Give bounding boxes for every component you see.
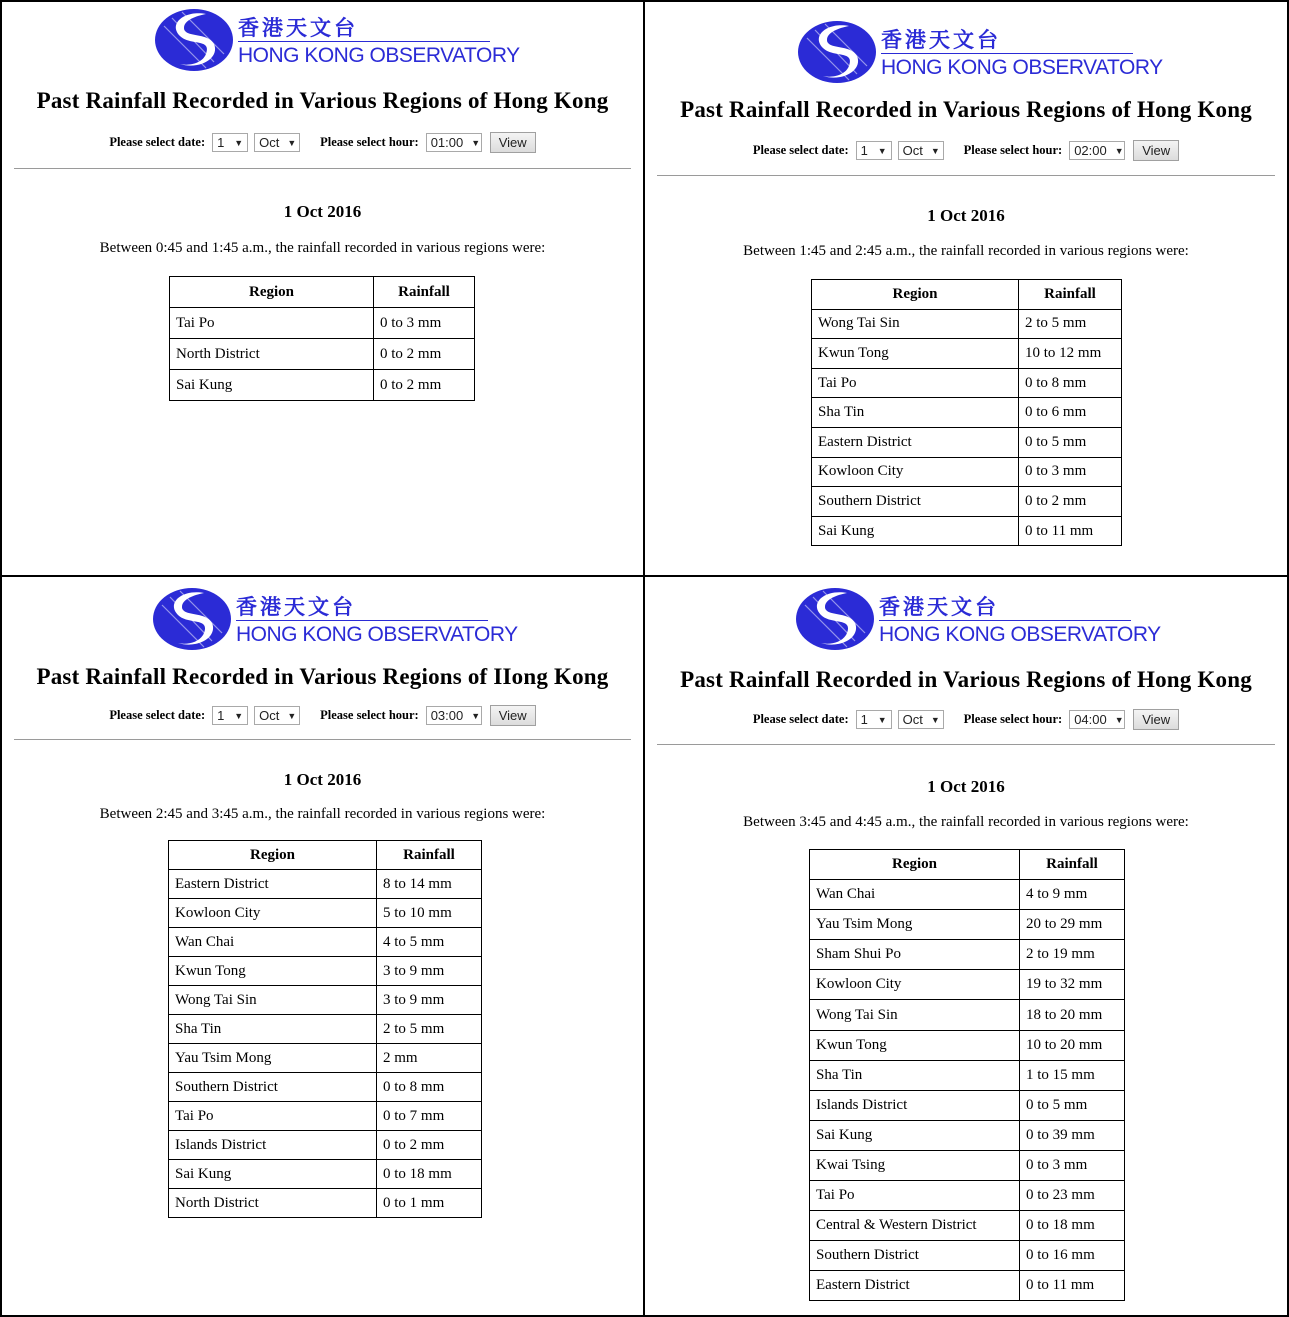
rainfall-cell: 0 to 2 mm	[1019, 487, 1122, 517]
rainfall-table	[809, 849, 1125, 1301]
region-cell: Wan Chai	[810, 880, 1020, 910]
region-cell: Kwai Tsing	[810, 1150, 1020, 1180]
divider	[657, 744, 1275, 745]
page-title: Past Rainfall Recorded in Various Regions of Hong Kong	[36, 88, 609, 113]
view-button[interactable]: View	[490, 132, 536, 153]
rainfall-cell: 19 to 32 mm	[1020, 970, 1125, 1000]
table-row	[812, 516, 1122, 546]
rainfall-cell: 0 to 8 mm	[377, 1073, 482, 1102]
panel-1am	[0, 0, 645, 577]
panel-3am	[0, 575, 645, 1317]
table-row	[810, 1271, 1125, 1301]
rainfall-cell: 0 to 23 mm	[1020, 1181, 1125, 1211]
column-header-rainfall: Rainfall	[377, 841, 482, 870]
hko-emblem-icon	[795, 587, 875, 651]
rainfall-cell: 0 to 5 mm	[1020, 1090, 1125, 1120]
hko-emblem-icon	[154, 8, 234, 72]
rainfall-description: Between 3:45 and 4:45 a.m., the rainfall recorded in various regions were:	[743, 814, 1189, 830]
dropdown-arrow-icon: ▼	[234, 137, 244, 148]
date-label: Please select date:	[109, 135, 206, 149]
dropdown-arrow-icon: ▼	[1114, 145, 1124, 156]
table-row	[810, 1030, 1125, 1060]
logo-english-text: HONG KONG OBSERVATORY	[879, 623, 1161, 646]
panel-4am	[643, 575, 1289, 1317]
table-row	[169, 1015, 482, 1044]
rainfall-cell: 0 to 2 mm	[374, 370, 475, 401]
panel-2am	[643, 0, 1289, 577]
region-cell: Eastern District	[812, 427, 1019, 457]
table-row	[169, 1073, 482, 1102]
logo-chinese-text: 香港天文台	[238, 16, 358, 40]
region-cell: Sha Tin	[810, 1060, 1020, 1090]
region-cell: Eastern District	[810, 1271, 1020, 1301]
table-row	[812, 487, 1122, 517]
rainfall-cell: 0 to 2 mm	[377, 1131, 482, 1160]
rainfall-table	[169, 276, 475, 401]
table-row	[169, 928, 482, 957]
table-row	[812, 427, 1122, 457]
rainfall-cell: 2 to 5 mm	[1019, 309, 1122, 339]
rainfall-cell: 2 to 19 mm	[1020, 940, 1125, 970]
hour-select[interactable]	[426, 706, 482, 725]
table-row	[169, 1044, 482, 1073]
column-header-rainfall: Rainfall	[374, 277, 475, 308]
logo-english-text: HONG KONG OBSERVATORY	[881, 56, 1163, 79]
table-row	[169, 986, 482, 1015]
month-value: Oct	[259, 135, 280, 150]
table-row	[810, 1120, 1125, 1150]
hko-emblem-icon	[797, 20, 877, 84]
rainfall-cell: 0 to 8 mm	[1019, 368, 1122, 398]
table-row	[170, 339, 475, 370]
column-header-rainfall: Rainfall	[1020, 850, 1125, 880]
hour-select[interactable]	[1069, 710, 1125, 729]
page-title: Past Rainfall Recorded in Various Regions of Hong Kong	[680, 97, 1252, 122]
table-row	[169, 1160, 482, 1189]
region-cell: Kowloon City	[810, 970, 1020, 1000]
dropdown-arrow-icon: ▼	[287, 710, 297, 721]
region-cell: Southern District	[812, 487, 1019, 517]
region-cell: Kwun Tong	[169, 957, 377, 986]
selector-bar	[2, 132, 643, 153]
rainfall-cell: 10 to 12 mm	[1019, 339, 1122, 369]
region-cell: Sham Shui Po	[810, 940, 1020, 970]
rainfall-cell: 0 to 3 mm	[1019, 457, 1122, 487]
rainfall-cell: 3 to 9 mm	[377, 986, 482, 1015]
rainfall-cell: 0 to 6 mm	[1019, 398, 1122, 428]
region-cell: Wong Tai Sin	[812, 309, 1019, 339]
region-cell: Sha Tin	[169, 1015, 377, 1044]
region-cell: Kwun Tong	[810, 1030, 1020, 1060]
hour-select[interactable]	[1069, 141, 1125, 160]
table-row	[169, 870, 482, 899]
hour-label: Please select hour:	[320, 708, 419, 722]
region-cell: Tai Po	[810, 1181, 1020, 1211]
table-row	[810, 1241, 1125, 1271]
hour-value: 01:00	[430, 135, 464, 150]
region-cell: Tai Po	[812, 368, 1019, 398]
hour-value: 04:00	[1074, 712, 1107, 727]
rainfall-cell: 0 to 2 mm	[374, 339, 475, 370]
month-value: Oct	[902, 712, 923, 727]
hour-select[interactable]	[426, 133, 482, 152]
month-value: Oct	[259, 708, 280, 723]
column-header-region: Region	[169, 841, 377, 870]
date-label: Please select date:	[752, 712, 849, 726]
month-select[interactable]	[254, 706, 300, 725]
table-row	[810, 880, 1125, 910]
hour-value: 02:00	[1074, 143, 1107, 158]
logo-chinese-text: 香港天文台	[881, 28, 1001, 52]
column-header-region: Region	[812, 280, 1019, 310]
logo-chinese-text: 香港天文台	[236, 595, 356, 619]
rainfall-cell: 8 to 14 mm	[377, 870, 482, 899]
dropdown-arrow-icon: ▼	[234, 710, 244, 721]
column-header-rainfall: Rainfall	[1019, 280, 1122, 310]
dropdown-arrow-icon: ▼	[1114, 714, 1124, 725]
date-label: Please select date:	[109, 708, 206, 722]
view-button[interactable]: View	[1133, 140, 1179, 161]
region-cell: Wong Tai Sin	[169, 986, 377, 1015]
table-row	[810, 940, 1125, 970]
table-row	[812, 368, 1122, 398]
region-cell: Kowloon City	[812, 457, 1019, 487]
table-row	[812, 457, 1122, 487]
table-row	[810, 1000, 1125, 1030]
day-select[interactable]	[212, 133, 248, 152]
hko-logo[interactable]	[152, 587, 518, 653]
divider	[14, 168, 631, 169]
dropdown-arrow-icon: ▼	[287, 137, 297, 148]
day-value: 1	[217, 708, 225, 723]
view-button[interactable]: View	[490, 705, 536, 726]
hko-logo[interactable]	[154, 8, 520, 74]
hko-emblem-icon	[152, 587, 232, 651]
rainfall-cell: 10 to 20 mm	[1020, 1030, 1125, 1060]
logo-chinese-text: 香港天文台	[879, 595, 999, 619]
rainfall-description: Between 0:45 and 1:45 a.m., the rainfall recorded in various regions were:	[99, 240, 546, 256]
month-select[interactable]	[898, 710, 944, 729]
region-cell: Yau Tsim Mong	[169, 1044, 377, 1073]
rainfall-cell: 0 to 5 mm	[1019, 427, 1122, 457]
table-row	[812, 398, 1122, 428]
rainfall-table	[168, 840, 482, 1218]
date-heading: 1 Oct 2016	[283, 770, 362, 789]
selector-bar	[645, 140, 1287, 161]
table-row	[812, 339, 1122, 369]
date-heading: 1 Oct 2016	[927, 206, 1005, 225]
rainfall-cell: 20 to 29 mm	[1020, 910, 1125, 940]
table-row	[170, 308, 475, 339]
table-row	[810, 1150, 1125, 1180]
dropdown-arrow-icon: ▼	[930, 145, 940, 156]
region-cell: Sai Kung	[169, 1160, 377, 1189]
hour-label: Please select hour:	[963, 712, 1063, 726]
region-cell: Eastern District	[169, 870, 377, 899]
selector-bar	[2, 705, 643, 726]
region-cell: Sai Kung	[812, 516, 1019, 546]
rainfall-cell: 18 to 20 mm	[1020, 1000, 1125, 1030]
dropdown-arrow-icon: ▼	[930, 714, 940, 725]
hour-value: 03:00	[430, 708, 464, 723]
rainfall-cell: 2 mm	[377, 1044, 482, 1073]
table-row	[810, 1181, 1125, 1211]
region-cell: Sai Kung	[810, 1120, 1020, 1150]
rainfall-cell: 1 to 15 mm	[1020, 1060, 1125, 1090]
region-cell: Islands District	[169, 1131, 377, 1160]
logo-divider	[879, 620, 1131, 621]
view-button[interactable]: View	[1133, 709, 1179, 730]
table-row	[810, 1090, 1125, 1120]
rainfall-cell: 5 to 10 mm	[377, 899, 482, 928]
divider	[14, 739, 631, 740]
day-value: 1	[860, 712, 868, 727]
table-row	[810, 1211, 1125, 1241]
region-cell: Southern District	[169, 1073, 377, 1102]
logo-divider	[236, 620, 488, 621]
table-row	[169, 899, 482, 928]
selector-bar	[645, 709, 1287, 730]
month-select[interactable]	[898, 141, 944, 160]
hko-logo[interactable]	[797, 20, 1163, 86]
table-row	[169, 1131, 482, 1160]
region-cell: Sha Tin	[812, 398, 1019, 428]
month-value: Oct	[902, 143, 923, 158]
table-row	[810, 910, 1125, 940]
region-cell: North District	[169, 1189, 377, 1218]
rainfall-cell: 0 to 18 mm	[1020, 1211, 1125, 1241]
region-cell: Tai Po	[170, 308, 374, 339]
rainfall-cell: 0 to 7 mm	[377, 1102, 482, 1131]
rainfall-cell: 0 to 3 mm	[374, 308, 475, 339]
rainfall-cell: 0 to 11 mm	[1020, 1271, 1125, 1301]
rainfall-cell: 4 to 5 mm	[377, 928, 482, 957]
table-row	[810, 970, 1125, 1000]
rainfall-cell: 0 to 1 mm	[377, 1189, 482, 1218]
hour-label: Please select hour:	[320, 135, 419, 149]
column-header-region: Region	[810, 850, 1020, 880]
divider	[657, 175, 1275, 176]
day-value: 1	[860, 143, 868, 158]
rainfall-description: Between 2:45 and 3:45 a.m., the rainfall recorded in various regions were:	[99, 806, 546, 822]
region-cell: Central & Western District	[810, 1211, 1020, 1241]
logo-divider	[881, 53, 1133, 54]
logo-divider	[238, 41, 490, 42]
table-row	[170, 370, 475, 401]
region-cell: Southern District	[810, 1241, 1020, 1271]
dropdown-arrow-icon: ▼	[471, 710, 481, 721]
date-heading: 1 Oct 2016	[283, 202, 362, 221]
table-row	[169, 957, 482, 986]
page-title: Past Rainfall Recorded in Various Regions of IIong Kong	[36, 664, 609, 689]
rainfall-table	[811, 279, 1122, 546]
dropdown-arrow-icon: ▼	[471, 137, 481, 148]
rainfall-cell: 2 to 5 mm	[377, 1015, 482, 1044]
region-cell: Sai Kung	[170, 370, 374, 401]
region-cell: Tai Po	[169, 1102, 377, 1131]
table-row	[169, 1102, 482, 1131]
region-cell: Wong Tai Sin	[810, 1000, 1020, 1030]
region-cell: Yau Tsim Mong	[810, 910, 1020, 940]
day-select[interactable]	[856, 710, 892, 729]
rainfall-cell: 0 to 11 mm	[1019, 516, 1122, 546]
month-select[interactable]	[254, 133, 300, 152]
page-title: Past Rainfall Recorded in Various Regions of Hong Kong	[680, 667, 1252, 692]
date-heading: 1 Oct 2016	[927, 777, 1005, 796]
rainfall-cell: 3 to 9 mm	[377, 957, 482, 986]
region-cell: Kwun Tong	[812, 339, 1019, 369]
rainfall-cell: 0 to 3 mm	[1020, 1150, 1125, 1180]
day-select[interactable]	[856, 141, 892, 160]
day-value: 1	[217, 135, 225, 150]
table-row	[169, 1189, 482, 1218]
hour-label: Please select hour:	[963, 143, 1063, 157]
column-header-region: Region	[170, 277, 374, 308]
dropdown-arrow-icon: ▼	[877, 145, 887, 156]
logo-english-text: HONG KONG OBSERVATORY	[236, 623, 518, 646]
region-cell: Islands District	[810, 1090, 1020, 1120]
rainfall-cell: 0 to 18 mm	[377, 1160, 482, 1189]
region-cell: North District	[170, 339, 374, 370]
dropdown-arrow-icon: ▼	[877, 714, 887, 725]
hko-logo[interactable]	[795, 587, 1161, 653]
table-row	[812, 309, 1122, 339]
rainfall-cell: 0 to 39 mm	[1020, 1120, 1125, 1150]
table-row	[810, 1060, 1125, 1090]
region-cell: Kowloon City	[169, 899, 377, 928]
rainfall-cell: 4 to 9 mm	[1020, 880, 1125, 910]
rainfall-description: Between 1:45 and 2:45 a.m., the rainfall recorded in various regions were:	[743, 243, 1189, 259]
logo-english-text: HONG KONG OBSERVATORY	[238, 44, 520, 67]
day-select[interactable]	[212, 706, 248, 725]
rainfall-cell: 0 to 16 mm	[1020, 1241, 1125, 1271]
region-cell: Wan Chai	[169, 928, 377, 957]
date-label: Please select date:	[752, 143, 849, 157]
